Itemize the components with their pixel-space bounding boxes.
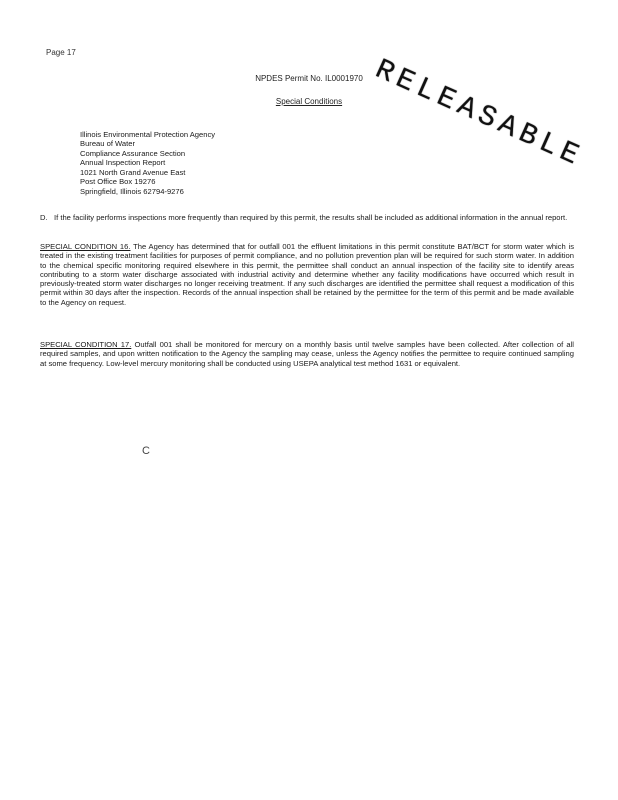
special-condition-16 [40,242,574,307]
stray-mark: C [142,445,150,457]
item-d [40,213,580,222]
condition-16-text: The Agency has determined that for outfall 001 the effluent limitations in this permit constitute BAT/BCT for storm water which is treated in the existing treatment facilities for purposes of permit compliance, and no pollution prevention plan will be required for such storm water. In addition to the chemical specific monitoring required elsewhere in this permit, the permittee shall conduct an annual inspection of the facility site to identify areas contributing to a storm water discharge associated with industrial activity and determine whether any facility modifications have occurred which result in previously-treated storm water discharges no longer receiving treatment. If any such discharges are identified the permittee shall request a modification of this permit within 30 days after the inspection. Records of the annual inspection shall be retained by the permittee for the term of this permit and be made available to the Agency on request. [40,242,574,307]
condition-17-label: SPECIAL CONDITION 17. [40,340,132,349]
permit-number-line: NPDES Permit No. IL0001970 [255,74,363,83]
page-number: Page 17 [46,48,76,57]
address-line: Springfield, Illinois 62794-9276 [80,186,184,196]
address-line: Bureau of Water [80,139,136,149]
address-block [80,130,215,196]
address-line: Compliance Assurance Section [80,148,186,158]
section-heading: Special Conditions [275,97,343,106]
address-line: 1021 North Grand Avenue East [80,167,186,177]
address-line: Illinois Environmental Protection Agency [80,130,216,139]
item-d-letter: D. [40,213,48,222]
address-line: Annual Inspection Report [80,158,166,168]
address-line: Post Office Box 19276 [80,177,156,187]
releasable-stamp: RELEASABLE [370,52,589,175]
condition-17-text: Outfall 001 shall be monitored for mercury on a monthly basis until twelve samples have been collected. After collection of all required samples, and upon written notification to the Agency the sampling may cease, unless the Agency notifies the permittee to require continued sampling at some frequency. Low-level mercury monitoring shall be conducted using USEPA analytical test method 1631 or equivalent. [40,340,574,368]
condition-16-label: SPECIAL CONDITION 16. [40,242,131,251]
item-d-text: If the facility performs inspections more frequently than required by this permit, the results shall be included as additional information in the annual report. [54,213,568,222]
special-condition-17 [40,340,574,368]
